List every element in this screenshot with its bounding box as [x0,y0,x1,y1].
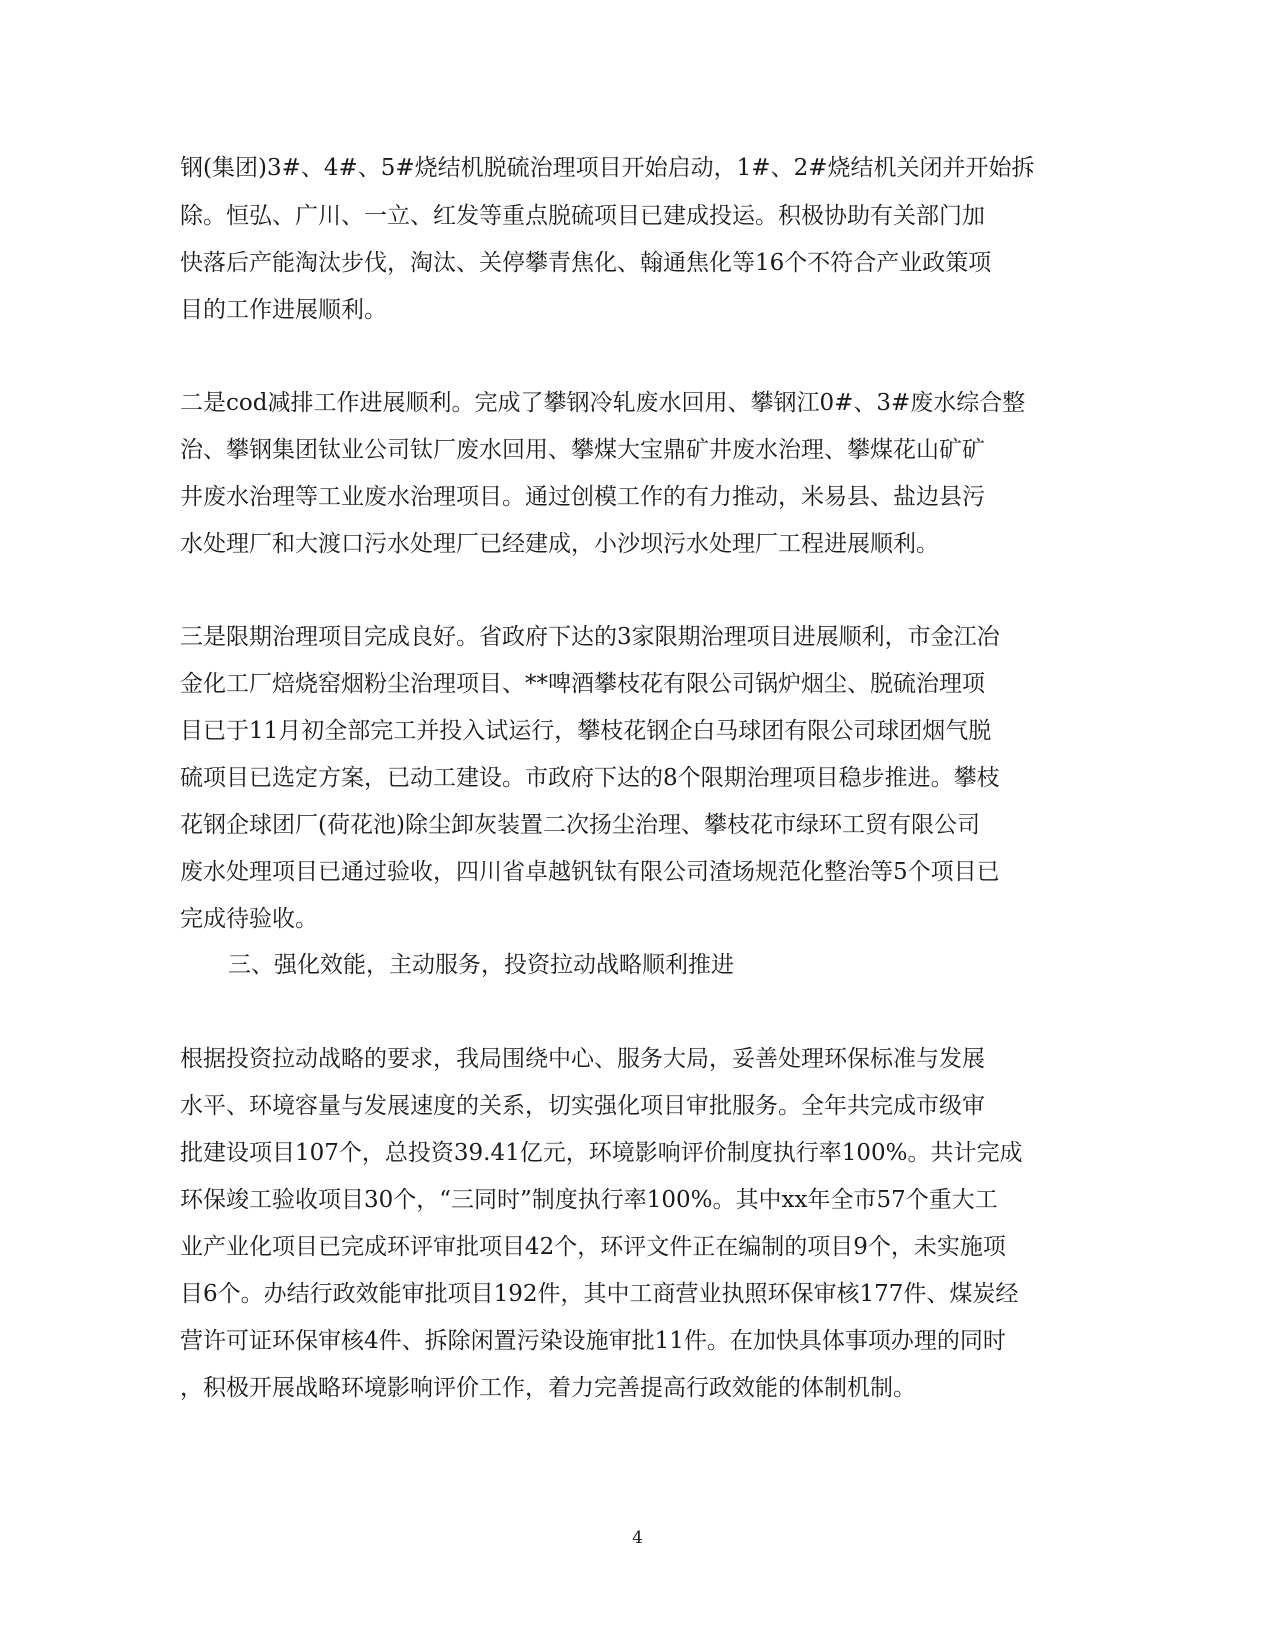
page-number: 4 [632,1528,643,1548]
text-line: 除。恒弘、广川、一立、红发等重点脱硫项目已建成投运。积极协助有关部门加 [180,203,985,229]
text-line: 废水处理项目已通过验收，四川省卓越钒钛有限公司渣场规范化整治等5个项目已 [180,859,1000,885]
text-line: 根据投资拉动战略的要求，我局围绕中心、服务大局，妥善处理环保标准与发展 [180,1046,985,1072]
text-line: 三是限期治理项目完成良好。省政府下达的3家限期治理项目进展顺利，市金江冶 [180,624,1000,650]
text-line: 钢(集团)3#、4#、5#烧结机脱硫治理项目开始启动，1#、2#烧结机关闭并开始拆 [180,155,1035,181]
text-line: 环保竣工验收项目30个，“三同时”制度执行率100%。其中xx年全市57个重大工 [180,1187,998,1213]
text-line: 花钢企球团厂(荷花池)除尘卸灰装置二次扬尘治理、攀枝花市绿环工贸有限公司 [180,812,980,838]
text-line: 井废水治理等工业废水治理项目。通过创模工作的有力推动，米易县、盐边县污 [180,484,985,510]
text-line: ，积极开展战略环境影响评价工作，着力完善提高行政效能的体制机制。 [180,1375,916,1401]
text-line: 水平、环境容量与发展速度的关系，切实强化项目审批服务。全年共完成市级审 [180,1093,985,1119]
text-line: 水处理厂和大渡口污水处理厂已经建成，小沙坝污水处理厂工程进展顺利。 [180,531,939,557]
section-heading: 三、强化效能，主动服务，投资拉动战略顺利推进 [228,952,734,978]
text-line: 完成待验收。 [180,906,318,932]
text-line: 硫项目已选定方案，已动工建设。市政府下达的8个限期治理项目稳步推进。攀枝 [180,765,1000,791]
text-line: 业产业化项目已完成环评审批项目42个，环评文件正在编制的项目9个，未实施项 [180,1234,1006,1260]
text-line: 目已于11月初全部完工并投入试运行，攀枝花钢企白马球团有限公司球团烟气脱 [180,718,992,744]
text-line: 目的工作进展顺利。 [180,297,387,323]
text-line: 批建设项目107个，总投资39.41亿元，环境影响评价制度执行率100%。共计完成 [180,1140,1023,1166]
text-line: 营许可证环保审核4件、拆除闲置污染设施审批11件。在加快具体事项办理的同时 [180,1328,1006,1354]
text-line: 治、攀钢集团钛业公司钛厂废水回用、攀煤大宝鼎矿井废水治理、攀煤花山矿矿 [180,437,985,463]
text-line: 快落后产能淘汰步伐，淘汰、关停攀青焦化、翰通焦化等16个不符合产业政策项 [180,250,992,276]
text-line: 目6个。办结行政效能审批项目192件，其中工商营业执照环保审核177件、煤炭经 [180,1281,1019,1307]
text-line: 金化工厂焙烧窑烟粉尘治理项目、**啤酒攀枝花有限公司锅炉烟尘、脱硫治理项 [180,671,985,697]
text-line: 二是cod减排工作进展顺利。完成了攀钢冷轧废水回用、攀钢江0#、3#废水综合整 [180,390,1026,416]
